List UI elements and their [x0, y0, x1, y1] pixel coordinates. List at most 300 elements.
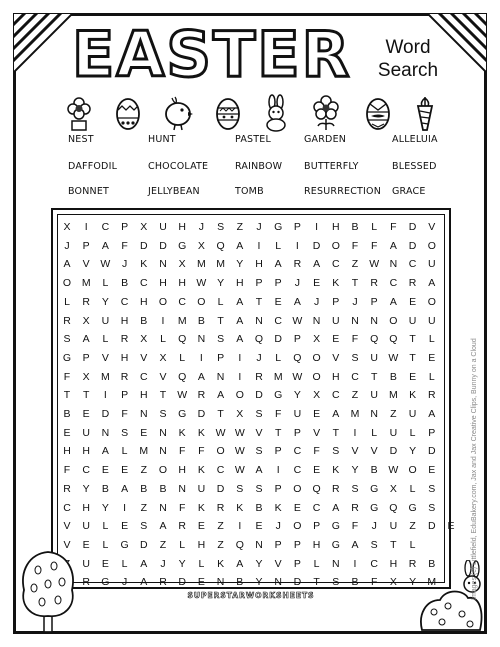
grid-letter: U	[408, 408, 417, 420]
grid-letter: K	[236, 501, 244, 514]
grid-letter: R	[120, 333, 129, 346]
grid-letter: M	[350, 408, 360, 420]
grid-letter: Z	[409, 520, 416, 533]
grid-letter: D	[178, 576, 186, 589]
grid-letter: W	[292, 314, 303, 327]
grid-letter: F	[121, 239, 128, 252]
grid-letter: A	[389, 295, 397, 308]
grid-letter: D	[140, 239, 148, 252]
grid-letter: L	[160, 333, 166, 346]
grid-letter: F	[198, 445, 205, 458]
subtitle-line-2: Search	[377, 60, 439, 81]
grid-letter: R	[408, 277, 417, 290]
grid-letter: O	[158, 295, 168, 308]
grid-letter: M	[139, 445, 149, 458]
grid-letter: P	[428, 426, 436, 439]
word-item: GRACE	[392, 186, 426, 197]
grid-letter: L	[121, 557, 128, 570]
grid-letter: J	[64, 239, 70, 252]
grid-letter: F	[63, 370, 71, 383]
grid-letter: G	[178, 239, 187, 252]
grid-letter: T	[63, 389, 71, 402]
grid-letter: O	[427, 239, 436, 252]
grid-letter: H	[140, 389, 148, 402]
easter-icon-row	[64, 94, 436, 132]
grid-letter: J	[275, 520, 281, 533]
grid-letter: G	[408, 501, 417, 514]
grid-letter: X	[313, 389, 321, 402]
grid-letter: J	[313, 295, 320, 308]
grid-letter: U	[389, 426, 398, 439]
subtitle-line-1: Word	[385, 37, 431, 58]
grid-letter: R	[370, 277, 378, 290]
grid-letter: A	[332, 501, 340, 514]
grid-letter: J	[121, 258, 128, 271]
grid-letter: W	[388, 464, 399, 477]
grid-letter: W	[215, 426, 226, 439]
grid-letter: U	[159, 221, 167, 233]
grid-letter: B	[63, 408, 71, 420]
grid-letter: Q	[370, 333, 379, 346]
grid-letter: U	[428, 314, 436, 327]
grid-letter: H	[332, 370, 340, 383]
grid-letter: Z	[140, 464, 147, 477]
grid-letter: N	[159, 445, 167, 458]
grid-letter: I	[276, 464, 280, 477]
grid-letter: L	[217, 295, 224, 308]
grid-letter: F	[178, 501, 186, 514]
grid-letter: D	[274, 333, 282, 346]
grid-letter: N	[370, 408, 378, 420]
grid-letter: Y	[293, 389, 301, 402]
grid-letter: N	[389, 258, 398, 271]
grid-letter: S	[332, 445, 340, 458]
grid-letter: Q	[312, 482, 321, 495]
grid-letter: A	[236, 314, 244, 327]
grid-letter: V	[159, 370, 167, 383]
grid-letter: Q	[178, 333, 187, 346]
grid-letter: T	[390, 538, 397, 551]
grid-letter: Q	[293, 351, 302, 364]
grid-letter: A	[389, 239, 397, 252]
grid-letter: C	[274, 314, 282, 327]
grid-letter: O	[62, 277, 72, 290]
grid-letter: N	[159, 258, 167, 271]
grid-letter: Y	[409, 576, 417, 589]
grid-letter: I	[238, 351, 242, 364]
grid-letter: P	[370, 295, 378, 308]
grid-letter: R	[216, 501, 225, 514]
grid-letter: H	[236, 277, 244, 290]
grid-letter: L	[198, 557, 205, 570]
grid-letter: N	[197, 333, 206, 346]
grid-letter: Q	[178, 370, 187, 383]
grid-letter: C	[389, 277, 398, 290]
grid-letter: J	[121, 576, 128, 589]
grid-letter: N	[216, 576, 225, 589]
grid-letter: T	[82, 389, 90, 402]
grid-letter: F	[390, 221, 397, 233]
grid-letter: U	[293, 408, 302, 420]
grid-letter: I	[238, 520, 242, 533]
grid-letter: R	[351, 501, 359, 514]
grid-letter: L	[275, 239, 282, 252]
grid-letter: S	[351, 351, 359, 364]
grid-letter: T	[409, 333, 416, 346]
grid-letter: C	[408, 258, 417, 271]
grid-letter: F	[351, 239, 359, 252]
word-list-row	[68, 161, 438, 177]
grid-letter: U	[389, 520, 398, 533]
grid-letter: Q	[216, 239, 225, 252]
grid-letter: T	[217, 314, 224, 327]
grid-letter: J	[294, 277, 301, 290]
grid-letter: E	[82, 538, 90, 551]
grid-letter: K	[409, 389, 417, 402]
grid-letter: T	[370, 370, 378, 383]
grid-letter: T	[313, 576, 320, 589]
grid-letter: A	[140, 557, 148, 570]
egg-icon	[114, 94, 142, 132]
grid-letter: Y	[178, 557, 186, 570]
grid-letter: M	[273, 370, 283, 383]
grid-letter: E	[313, 464, 321, 477]
grid-letter: T	[255, 295, 263, 308]
grid-letter: A	[255, 464, 263, 477]
grid-letter: A	[236, 295, 244, 308]
grid-letter: I	[161, 314, 165, 327]
egg-icon	[364, 94, 392, 132]
word-item: HUNT	[148, 134, 176, 145]
grid-letter: X	[82, 314, 90, 327]
grid-letter: A	[197, 370, 205, 383]
grid-letter: D	[216, 482, 225, 495]
grid-letter: V	[428, 221, 436, 233]
grid-letter: A	[351, 538, 359, 551]
grid-letter: L	[409, 426, 416, 439]
grid-letter: P	[274, 482, 282, 495]
grid-letter: X	[82, 370, 90, 383]
grid-letter: G	[62, 351, 72, 364]
grid-letter: B	[197, 314, 205, 327]
grid-letter: R	[293, 258, 302, 271]
grid-letter: V	[101, 351, 109, 364]
grid-letter: I	[257, 239, 261, 252]
grid-letter: P	[121, 221, 129, 233]
word-item: BUTTERFLY	[304, 161, 359, 172]
grid-letter: H	[63, 445, 71, 458]
grid-letter: W	[234, 445, 245, 458]
grid-letter: A	[236, 333, 244, 346]
egg-tree-illustration	[18, 548, 78, 636]
grid-letter: Y	[409, 445, 417, 458]
grid-letter: N	[370, 314, 378, 327]
grid-letter: H	[312, 538, 321, 551]
word-item: CHOCOLATE	[148, 161, 209, 172]
grid-letter: E	[121, 464, 129, 477]
grid-letter: E	[197, 576, 205, 589]
grid-letter: H	[120, 314, 129, 327]
grid-letter: X	[389, 576, 397, 589]
grid-letter: P	[255, 277, 263, 290]
grid-letter: U	[82, 520, 90, 533]
grid-letter: A	[236, 557, 244, 570]
grid-letter: E	[63, 426, 71, 439]
grid-letter: E	[140, 426, 148, 439]
grid-letter: Z	[140, 501, 147, 514]
grid-letter: I	[123, 501, 127, 514]
grid-letter: S	[370, 538, 378, 551]
grid-letter: Y	[82, 482, 90, 495]
grid-letter: V	[82, 258, 90, 271]
grid-letter: O	[331, 239, 340, 252]
grid-letter: Z	[236, 221, 243, 233]
grid-letter: X	[313, 333, 321, 346]
grid-letter: V	[274, 557, 282, 570]
grid-letter: K	[332, 464, 340, 477]
grid-letter: E	[255, 520, 263, 533]
grid-letter: U	[332, 314, 340, 327]
grid-letter: C	[332, 389, 340, 402]
grid-letter: P	[121, 389, 129, 402]
grid-letter: B	[140, 314, 148, 327]
grid-letter: C	[101, 221, 110, 233]
grid-letter: S	[121, 426, 129, 439]
grid-letter: C	[140, 277, 148, 290]
grid-letter: G	[120, 538, 129, 551]
grid-letter: U	[82, 557, 90, 570]
grid-letter: F	[178, 445, 186, 458]
grid-letter: R	[63, 482, 71, 495]
grid-letter: S	[332, 576, 340, 589]
grid-letter: V	[313, 426, 321, 439]
grid-letter: K	[217, 557, 225, 570]
grid-letter: D	[159, 239, 167, 252]
grid-letter: E	[447, 520, 455, 533]
grid-letter: A	[428, 408, 436, 420]
grid-letter: E	[409, 295, 417, 308]
grid-letter: H	[178, 277, 186, 290]
grid-letter: U	[101, 314, 110, 327]
grid-letter: N	[140, 408, 148, 420]
grid-letter: D	[389, 445, 398, 458]
grid-letter: A	[121, 482, 129, 495]
grid-letter: W	[388, 351, 399, 364]
grid-letter: V	[63, 520, 71, 533]
grid-letter: M	[81, 277, 91, 290]
grid-letter: R	[255, 370, 263, 383]
grid-letter: S	[63, 333, 71, 346]
grid-letter: X	[140, 221, 148, 233]
word-item: TOMB	[235, 186, 264, 197]
grid-letter: R	[408, 557, 417, 570]
grid-letter: D	[428, 520, 436, 533]
grid-letter: B	[101, 482, 109, 495]
grid-letter: G	[370, 501, 379, 514]
word-item: NEST	[68, 134, 94, 145]
grid-letter: S	[140, 520, 148, 533]
grid-letter: S	[255, 445, 263, 458]
grid-letter: E	[121, 520, 129, 533]
grid-letter: G	[274, 221, 283, 233]
word-item: BLESSED	[392, 161, 437, 172]
grid-letter: J	[371, 520, 377, 533]
grid-letter: A	[332, 408, 340, 420]
grid-letter: C	[82, 464, 90, 477]
grid-letter: I	[295, 239, 299, 252]
grid-letter: C	[140, 370, 148, 383]
grid-letter: C	[370, 557, 378, 570]
grid-letter: P	[293, 538, 301, 551]
grid-letter: M	[101, 370, 110, 383]
flower-icon	[64, 94, 94, 132]
grid-letter: B	[255, 501, 263, 514]
grid-letter: T	[409, 351, 416, 364]
grid-letter: H	[255, 258, 263, 271]
grid-letter: L	[102, 538, 109, 551]
grid-letter: C	[216, 464, 225, 477]
grid-letter: A	[82, 333, 90, 346]
word-item: DAFFODIL	[68, 161, 118, 172]
grid-letter: B	[351, 576, 359, 589]
grid-letter: D	[197, 408, 206, 420]
grid-letter: M	[389, 389, 398, 402]
grid-letter: X	[389, 482, 397, 495]
grid-letter: H	[82, 445, 90, 458]
word-item: PASTEL	[235, 134, 271, 145]
grid-letter: B	[351, 221, 359, 233]
grid-letter: O	[312, 351, 321, 364]
grid-letter: F	[351, 333, 359, 346]
grid-letter: H	[389, 557, 398, 570]
grid-letter: I	[315, 221, 319, 233]
grid-letter: E	[101, 557, 109, 570]
grid-letter: R	[63, 314, 71, 327]
grid-letter: T	[332, 426, 339, 439]
grid-letter: Q	[389, 501, 398, 514]
grid-letter: L	[102, 520, 109, 533]
grid-letter: L	[102, 277, 109, 290]
grid-letter: E	[313, 277, 321, 290]
grid-letter: Z	[351, 389, 359, 402]
grid-letter: O	[427, 295, 436, 308]
grid-letter: N	[216, 370, 225, 383]
grid-letter: G	[101, 576, 110, 589]
grid-letter: F	[274, 408, 282, 420]
grid-letter: E	[293, 501, 301, 514]
grid-letter: E	[101, 464, 109, 477]
grid-letter: N	[159, 501, 167, 514]
grid-letter: E	[313, 408, 321, 420]
grid-letter: I	[103, 389, 107, 402]
page-title: EASTER	[72, 18, 352, 91]
word-item: GARDEN	[304, 134, 347, 145]
grid-letter: A	[140, 576, 148, 589]
grid-letter: E	[274, 295, 282, 308]
image-credit: Images (c) Littlefield, EduBakery.com, Jax and Jax Creative Clips, Bunny on a Cloud	[471, 338, 478, 600]
grid-letter: X	[236, 408, 244, 420]
grid-letter: D	[255, 389, 263, 402]
grid-letter: L	[179, 538, 186, 551]
grid-letter: D	[428, 445, 436, 458]
grid-letter: L	[371, 221, 378, 233]
grid-letter: S	[351, 482, 359, 495]
grid-letter: R	[120, 370, 129, 383]
grid-letter: A	[101, 239, 109, 252]
grid-letter: X	[159, 351, 167, 364]
grid-letter: Q	[389, 333, 398, 346]
grid-letter: H	[197, 538, 206, 551]
grid-letter: B	[428, 557, 436, 570]
grid-letter: L	[371, 426, 378, 439]
grid-letter: Y	[217, 277, 225, 290]
grid-letter: M	[427, 576, 437, 589]
grid-letter: E	[409, 370, 417, 383]
grid-letter: G	[178, 408, 187, 420]
grid-letter: P	[274, 277, 282, 290]
grid-letter: X	[178, 258, 186, 271]
grid-letter: V	[370, 445, 378, 458]
grid-letter: A	[217, 389, 225, 402]
grid-letter: K	[332, 277, 340, 290]
grid-letter: C	[293, 464, 302, 477]
grid-letter: O	[389, 314, 398, 327]
grid-letter: P	[82, 351, 90, 364]
grid-letter: L	[64, 295, 70, 308]
grid-letter: S	[159, 408, 167, 420]
grid-letter: G	[331, 538, 340, 551]
grid-letter: S	[217, 333, 225, 346]
grid-letter: W	[234, 426, 245, 439]
grid-letter: T	[274, 426, 282, 439]
grid-letter: F	[121, 408, 128, 420]
grid-letter: V	[140, 351, 148, 364]
grid-letter: O	[158, 464, 168, 477]
grid-letter: J	[256, 221, 262, 233]
grid-letter: F	[63, 464, 71, 477]
grid-letter: L	[428, 333, 435, 346]
grid-letter: B	[140, 482, 148, 495]
carrot-icon	[412, 94, 438, 132]
grid-letter: B	[121, 277, 129, 290]
grid-letter: H	[178, 464, 186, 477]
grid-letter: P	[293, 333, 301, 346]
grid-letter: W	[234, 464, 245, 477]
grid-letter: S	[217, 221, 225, 233]
grid-letter: U	[197, 482, 206, 495]
grid-letter: Y	[255, 557, 263, 570]
grid-letter: A	[236, 239, 244, 252]
grid-letter: D	[408, 239, 417, 252]
bunny-icon	[262, 94, 290, 132]
grid-letter: G	[370, 482, 379, 495]
puzzle-grid	[57, 214, 455, 589]
word-list-row	[68, 186, 438, 202]
grid-letter: I	[199, 351, 203, 364]
grid-letter: S	[255, 482, 263, 495]
grid-letter: E	[82, 408, 90, 420]
grid-letter: E	[428, 464, 436, 477]
grid-letter: P	[293, 221, 301, 233]
grid-letter: F	[370, 239, 378, 252]
page-subtitle	[372, 36, 444, 82]
grid-letter: O	[197, 295, 206, 308]
grid-letter: I	[238, 370, 242, 383]
grid-letter: R	[428, 389, 436, 402]
grid-letter: L	[275, 351, 282, 364]
grid-letter: E	[428, 351, 436, 364]
grid-letter: Y	[101, 501, 109, 514]
